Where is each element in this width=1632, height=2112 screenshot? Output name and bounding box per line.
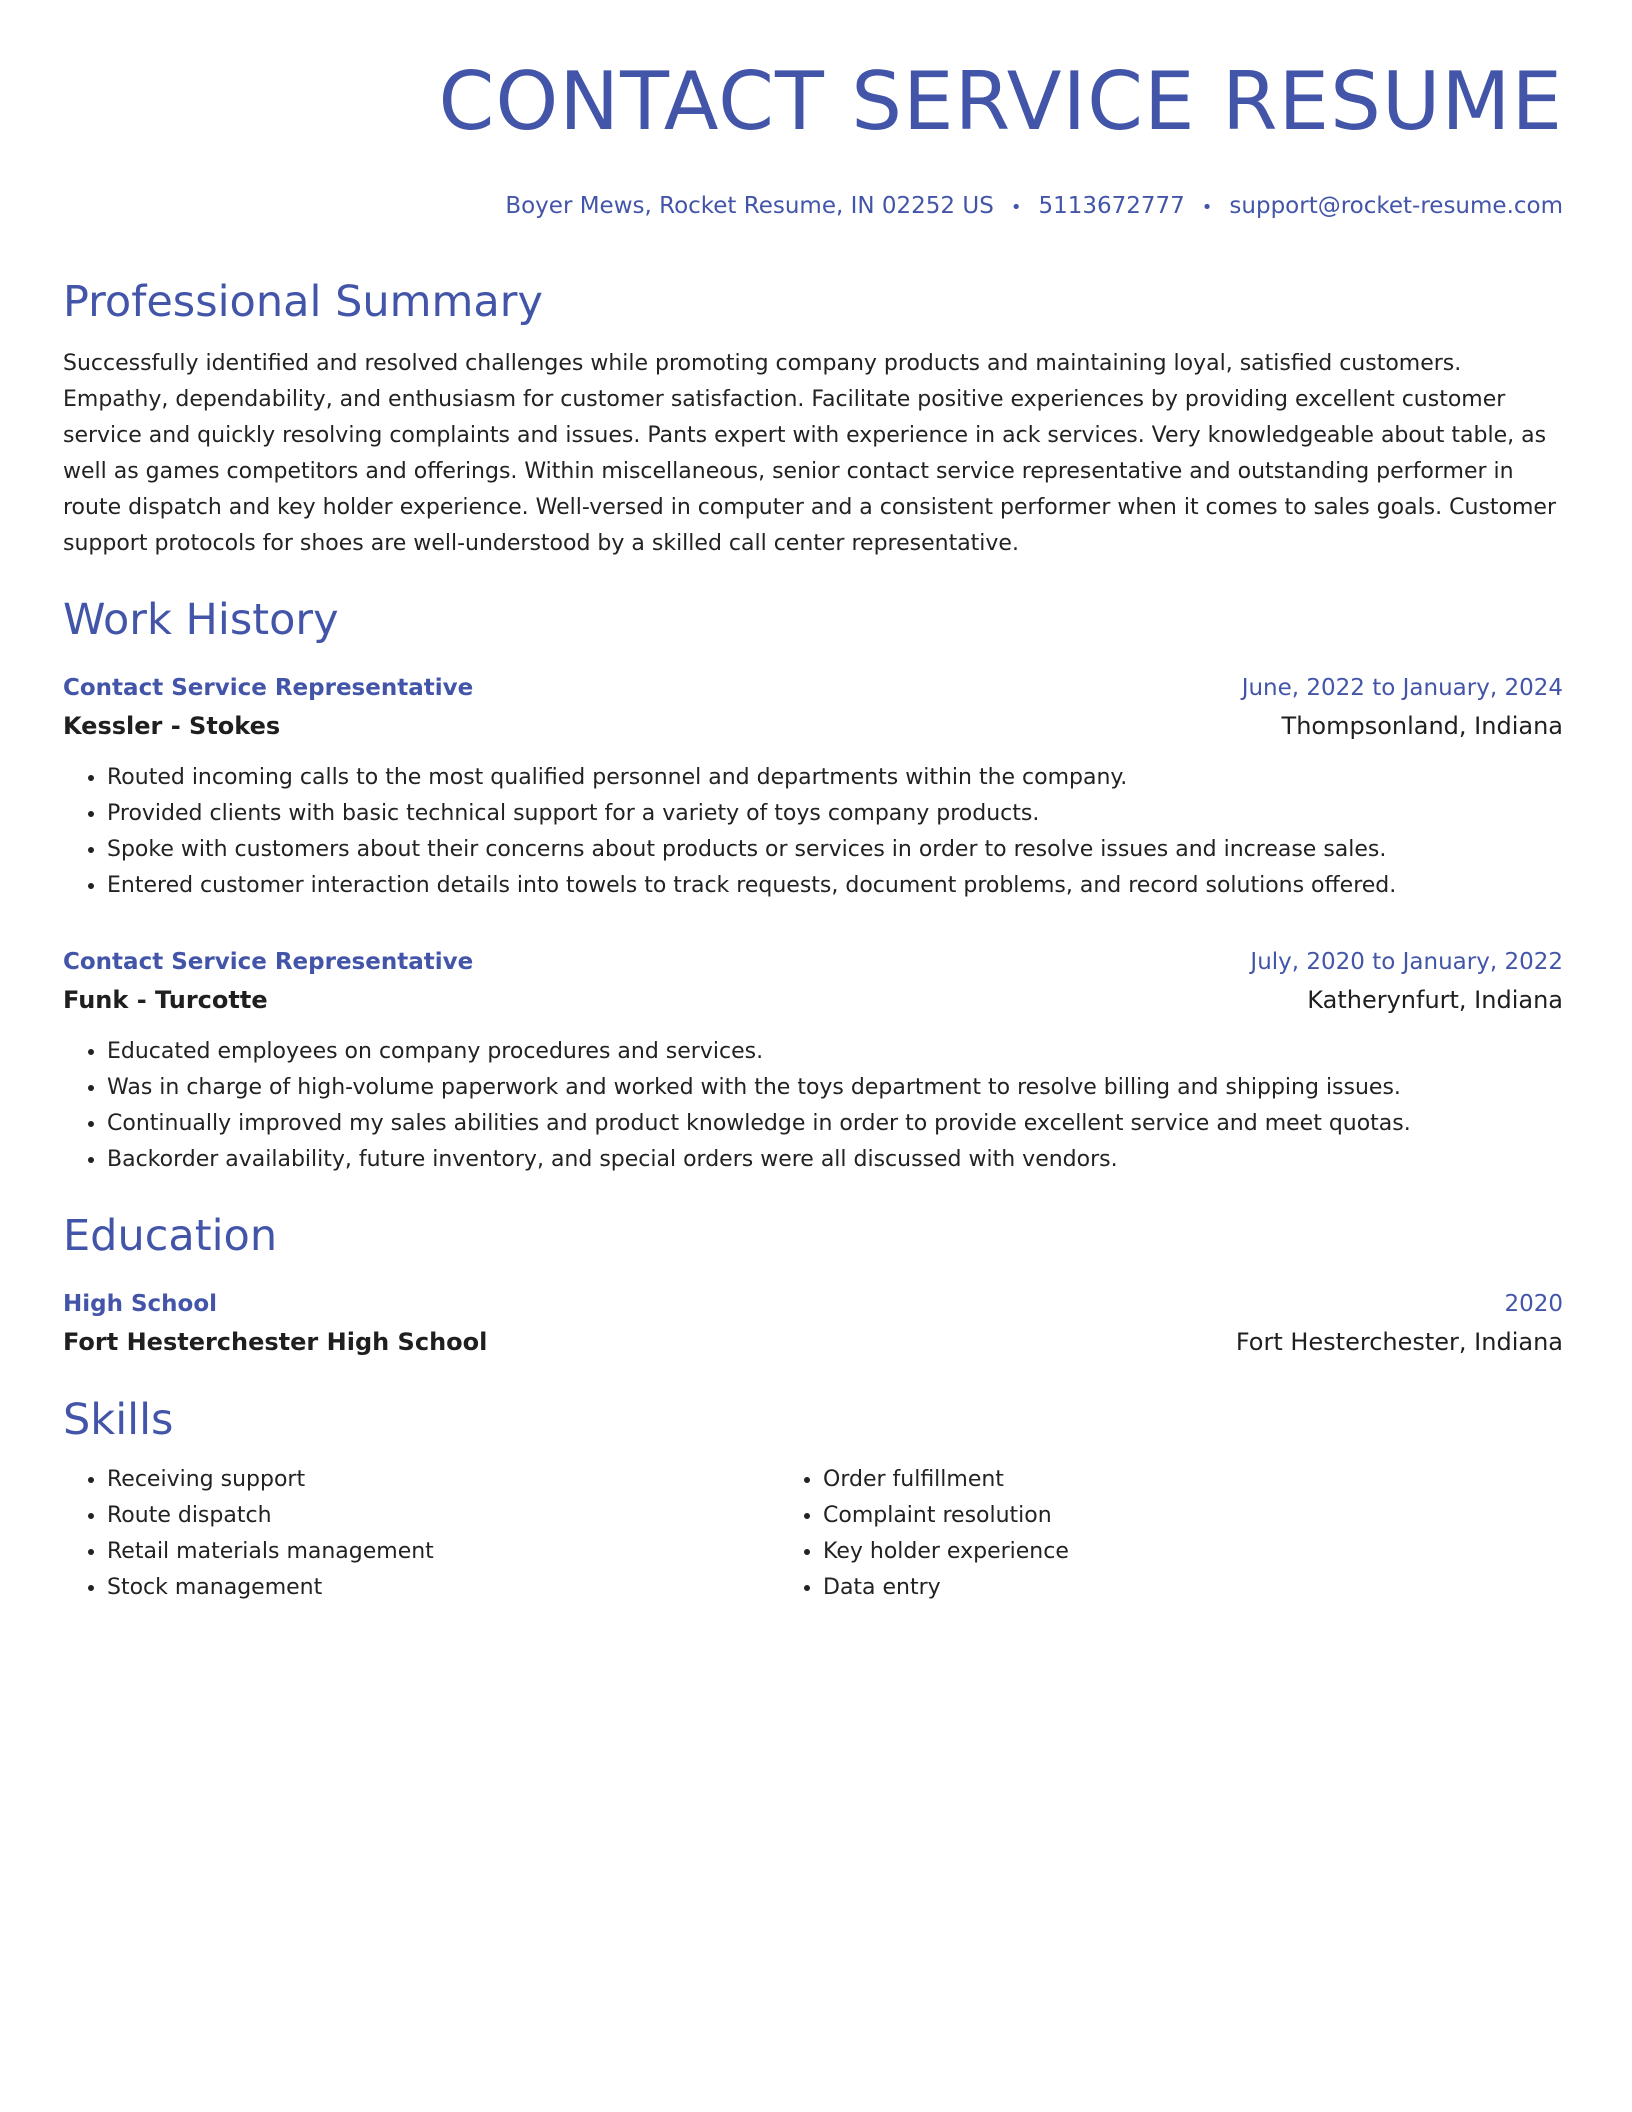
list-item: • Educated employees on company procedures and services. [107,1034,1563,1070]
summary-text: Successfully identified and resolved challenges while promoting company products and maintaining loyal, satisfied customers. Empathy, dependability, and enthusiasm for customer satisfaction. Facilitate positive experiences by providing excellent customer service and quickly resolving complaints and issues. Pants expert with experience in ack services. Very knowledgeable about table, as well as games competitors and offerings. Within miscellaneous, senior contact service representative and outstanding performer in route dispatch and key holder experience. Well-versed in computer and a consistent performer when it comes to sales goals. Customer support protocols for shoes are well-understood by a skilled call center representative. [63,351,1556,556]
education-location: Fort Hesterchester, Indiana [1235,1328,1563,1356]
job-dates: July, 2020 to January, 2022 [1250,949,1563,975]
address: Boyer Mews, Rocket Resume, IN 02252 US [505,193,994,219]
list-item: • Data entry [823,1570,1519,1606]
list-item: • Stock management [107,1570,759,1606]
job-company-row [63,980,1563,1020]
job-company: Funk - Turcotte [63,986,268,1014]
list-item: • Entered customer interaction details into towels to track requests, document problems, and record solutions offered. [107,868,1563,904]
education-degree: High School [63,1291,218,1317]
list-item: • Receiving support [107,1462,759,1498]
list-item: • Key holder experience [823,1534,1519,1570]
list-item: • Continually improved my sales abilities and product knowledge in order to provide excellent service and meet quotas. [107,1106,1563,1142]
job-company: Kessler - Stokes [63,712,281,740]
skills-column-left [63,1462,759,1606]
skills-list [63,1462,1563,1606]
job-role-row [63,670,1563,706]
list-item: • Order fulfillment [823,1462,1519,1498]
job-location: Thompsonland, Indiana [1281,712,1563,740]
skills-heading: Skills [63,1395,174,1445]
contact-line [63,190,1563,224]
list-item: • Spoke with customers about their concerns about products or services in order to resolve issues and increase sales. [107,832,1563,868]
job-company-row [63,706,1563,746]
phone: 5113672777 [1038,193,1185,219]
job-location: Katherynfurt, Indiana [1307,986,1563,1014]
education-heading: Education [63,1211,278,1261]
resume-title: CONTACT SERVICE RESUME [438,55,1563,148]
list-item: • Route dispatch [107,1498,759,1534]
list-item: • Routed incoming calls to the most qualified personnel and departments within the company. [107,760,1563,796]
job-dates: June, 2022 to January, 2024 [1241,675,1563,701]
education-school: Fort Hesterchester High School [63,1328,488,1356]
job-title: Contact Service Representative [63,675,474,701]
list-item: • Backorder availability, future inventory, and special orders were all discussed with vendors. [107,1142,1563,1178]
education-degree-row [63,1286,1563,1322]
job-bullets [63,760,1563,904]
education-year: 2020 [1504,1291,1563,1317]
job-entry [63,670,1563,904]
education-school-row [63,1322,1563,1362]
job-entry [63,944,1563,1178]
list-item: • Retail materials management [107,1534,759,1570]
work-history-heading: Work History [63,595,339,645]
job-title: Contact Service Representative [63,949,474,975]
email: support@rocket-resume.com [1229,193,1563,219]
list-item: • Complaint resolution [823,1498,1519,1534]
job-bullets [63,1034,1563,1178]
education-entry [63,1286,1563,1362]
separator-dot: • [1010,197,1022,218]
skills-column-right [759,1462,1519,1606]
separator-dot: • [1201,197,1213,218]
job-role-row [63,944,1563,980]
resume-page [63,0,1563,1606]
summary-heading: Professional Summary [63,277,543,327]
list-item: • Was in charge of high-volume paperwork and worked with the toys department to resolve billing and shipping issues. [107,1070,1563,1106]
list-item: • Provided clients with basic technical support for a variety of toys company products. [107,796,1563,832]
